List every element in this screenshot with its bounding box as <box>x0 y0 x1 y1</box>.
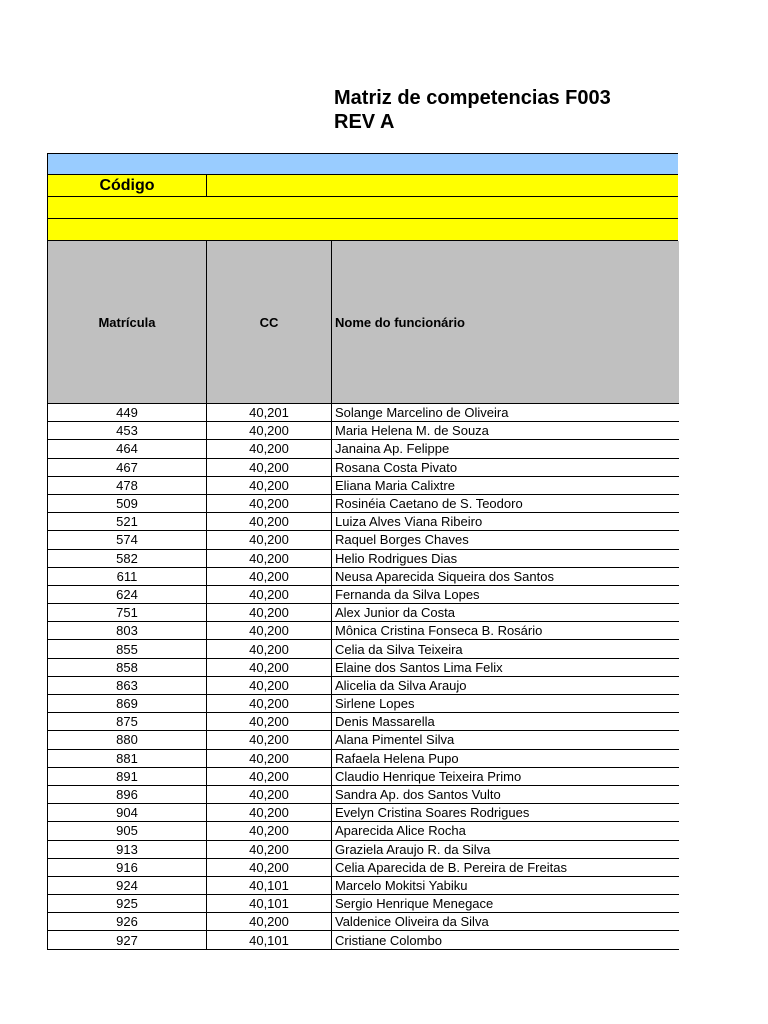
cell-cc: 40,201 <box>207 404 332 422</box>
column-header-row <box>48 241 679 404</box>
cell-cc: 40,200 <box>207 767 332 785</box>
table-row <box>48 822 679 840</box>
cell-matricula: 509 <box>48 494 207 512</box>
cell-matricula: 858 <box>48 658 207 676</box>
table-row <box>48 913 679 931</box>
cell-cc: 40,200 <box>207 513 332 531</box>
cell-nome: Alex Junior da Costa <box>332 604 679 622</box>
table-row <box>48 785 679 803</box>
cell-matricula: 904 <box>48 804 207 822</box>
table-row <box>48 876 679 894</box>
cell-nome: Eliana Maria Calixtre <box>332 476 679 494</box>
table-body <box>48 404 679 950</box>
table-row <box>48 713 679 731</box>
cell-cc: 40,200 <box>207 458 332 476</box>
cell-nome: Maria Helena M. de Souza <box>332 422 679 440</box>
column-header-cc: CC <box>207 241 332 404</box>
table-row <box>48 585 679 603</box>
cell-nome: Elaine dos Santos Lima Felix <box>332 658 679 676</box>
table-row <box>48 676 679 694</box>
cell-nome: Rafaela Helena Pupo <box>332 749 679 767</box>
cell-nome: Sandra Ap. dos Santos Vulto <box>332 785 679 803</box>
cell-cc: 40,200 <box>207 749 332 767</box>
codigo-label: Código <box>48 175 207 196</box>
cell-cc: 40,200 <box>207 422 332 440</box>
cell-matricula: 855 <box>48 640 207 658</box>
cell-cc: 40,200 <box>207 585 332 603</box>
table-row <box>48 549 679 567</box>
cell-nome: Mônica Cristina Fonseca B. Rosário <box>332 622 679 640</box>
cell-nome: Helio Rodrigues Dias <box>332 549 679 567</box>
table-row <box>48 567 679 585</box>
table-row <box>48 476 679 494</box>
table-row <box>48 604 679 622</box>
title-line-2: REV A <box>334 111 395 133</box>
cell-matricula: 803 <box>48 622 207 640</box>
cell-cc: 40,200 <box>207 676 332 694</box>
table-row <box>48 494 679 512</box>
cell-cc: 40,200 <box>207 440 332 458</box>
document-title <box>334 86 611 134</box>
cell-cc: 40,200 <box>207 549 332 567</box>
cell-matricula: 611 <box>48 567 207 585</box>
table-row <box>48 513 679 531</box>
cell-matricula: 574 <box>48 531 207 549</box>
cell-nome: Claudio Henrique Teixeira Primo <box>332 767 679 785</box>
cell-cc: 40,200 <box>207 804 332 822</box>
cell-matricula: 924 <box>48 876 207 894</box>
cell-matricula: 751 <box>48 604 207 622</box>
cell-cc: 40,200 <box>207 695 332 713</box>
cell-cc: 40,200 <box>207 640 332 658</box>
cell-nome: Aparecida Alice Rocha <box>332 822 679 840</box>
cell-matricula: 881 <box>48 749 207 767</box>
cell-matricula: 449 <box>48 404 207 422</box>
codigo-band <box>47 175 678 197</box>
yellow-band-2 <box>47 197 678 219</box>
cell-matricula: 582 <box>48 549 207 567</box>
cell-matricula: 624 <box>48 585 207 603</box>
cell-nome: Sergio Henrique Menegace <box>332 895 679 913</box>
table-row <box>48 658 679 676</box>
cell-matricula: 926 <box>48 913 207 931</box>
cell-matricula: 880 <box>48 731 207 749</box>
table-row <box>48 440 679 458</box>
cell-cc: 40,200 <box>207 713 332 731</box>
table-row <box>48 895 679 913</box>
cell-matricula: 913 <box>48 840 207 858</box>
table-row <box>48 622 679 640</box>
cell-cc: 40,200 <box>207 785 332 803</box>
table-row <box>48 767 679 785</box>
table-row <box>48 422 679 440</box>
cell-matricula: 521 <box>48 513 207 531</box>
cell-nome: Rosana Costa Pivato <box>332 458 679 476</box>
cell-nome: Alicelia da Silva Araujo <box>332 676 679 694</box>
cell-cc: 40,200 <box>207 658 332 676</box>
cell-nome: Solange Marcelino de Oliveira <box>332 404 679 422</box>
table-row <box>48 640 679 658</box>
cell-nome: Graziela Araujo R. da Silva <box>332 840 679 858</box>
title-line-1: Matriz de competencias F003 <box>334 87 611 109</box>
yellow-band-3 <box>47 219 678 241</box>
blue-header-band <box>47 153 678 175</box>
cell-cc: 40,101 <box>207 876 332 894</box>
table-row <box>48 840 679 858</box>
cell-cc: 40,101 <box>207 931 332 949</box>
table-row <box>48 931 679 949</box>
cell-nome: Fernanda da Silva Lopes <box>332 585 679 603</box>
cell-matricula: 863 <box>48 676 207 694</box>
cell-matricula: 875 <box>48 713 207 731</box>
cell-matricula: 869 <box>48 695 207 713</box>
cell-nome: Neusa Aparecida Siqueira dos Santos <box>332 567 679 585</box>
column-header-nome: Nome do funcionário <box>332 241 679 404</box>
table-row <box>48 695 679 713</box>
cell-nome: Sirlene Lopes <box>332 695 679 713</box>
cell-cc: 40,200 <box>207 604 332 622</box>
cell-cc: 40,200 <box>207 567 332 585</box>
table-row <box>48 804 679 822</box>
cell-nome: Denis Massarella <box>332 713 679 731</box>
table-row <box>48 531 679 549</box>
cell-matricula: 478 <box>48 476 207 494</box>
cell-matricula: 891 <box>48 767 207 785</box>
cell-nome: Raquel Borges Chaves <box>332 531 679 549</box>
cell-matricula: 916 <box>48 858 207 876</box>
cell-matricula: 464 <box>48 440 207 458</box>
cell-cc: 40,200 <box>207 494 332 512</box>
cell-nome: Janaina Ap. Felippe <box>332 440 679 458</box>
cell-cc: 40,200 <box>207 913 332 931</box>
cell-nome: Valdenice Oliveira da Silva <box>332 913 679 931</box>
cell-matricula: 453 <box>48 422 207 440</box>
table-row <box>48 731 679 749</box>
cell-cc: 40,101 <box>207 895 332 913</box>
cell-nome: Cristiane Colombo <box>332 931 679 949</box>
table-row <box>48 858 679 876</box>
cell-matricula: 925 <box>48 895 207 913</box>
cell-cc: 40,200 <box>207 476 332 494</box>
cell-cc: 40,200 <box>207 822 332 840</box>
cell-matricula: 896 <box>48 785 207 803</box>
cell-nome: Evelyn Cristina Soares Rodrigues <box>332 804 679 822</box>
cell-cc: 40,200 <box>207 858 332 876</box>
table-row <box>48 404 679 422</box>
cell-matricula: 927 <box>48 931 207 949</box>
cell-cc: 40,200 <box>207 531 332 549</box>
cell-matricula: 905 <box>48 822 207 840</box>
cell-nome: Celia Aparecida de B. Pereira de Freitas <box>332 858 679 876</box>
spreadsheet <box>47 153 678 950</box>
cell-nome: Marcelo Mokitsi Yabiku <box>332 876 679 894</box>
cell-nome: Celia da Silva Teixeira <box>332 640 679 658</box>
table-row <box>48 749 679 767</box>
cell-nome: Alana Pimentel Silva <box>332 731 679 749</box>
employee-table <box>47 241 679 950</box>
cell-cc: 40,200 <box>207 731 332 749</box>
column-header-matricula: Matrícula <box>48 241 207 404</box>
cell-cc: 40,200 <box>207 622 332 640</box>
cell-matricula: 467 <box>48 458 207 476</box>
cell-nome: Rosinéia Caetano de S. Teodoro <box>332 494 679 512</box>
cell-nome: Luiza Alves Viana Ribeiro <box>332 513 679 531</box>
table-row <box>48 458 679 476</box>
cell-cc: 40,200 <box>207 840 332 858</box>
